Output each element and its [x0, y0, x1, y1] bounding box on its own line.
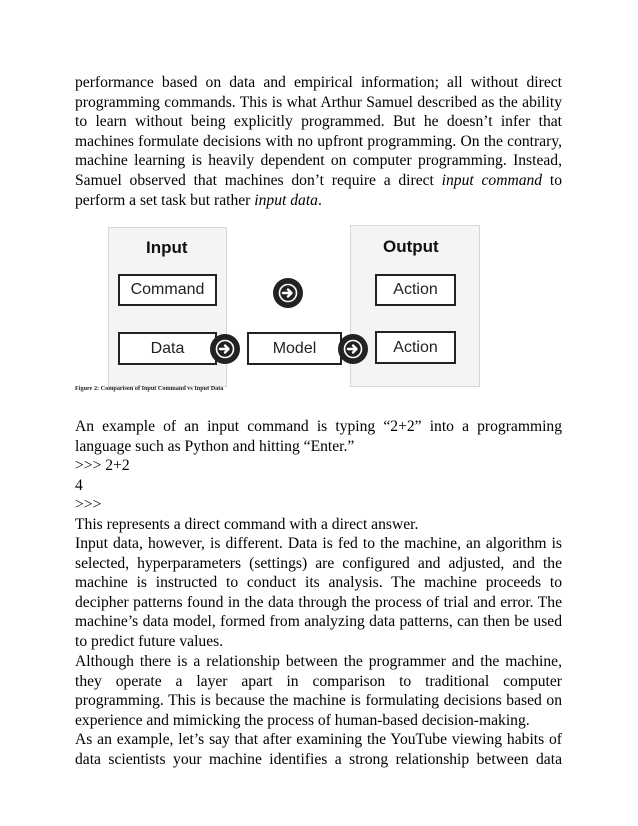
text-fragment: Samuel observed that machines don’t require a direct — [75, 171, 442, 189]
example2-paragraph — [75, 730, 562, 769]
example-paragraph — [75, 417, 562, 456]
text-line: machine learning is heavily dependent on computer programming. Instead, — [75, 152, 562, 170]
intro-paragraph — [75, 73, 562, 210]
text-line: language such as Python and hitting “Enter.” — [75, 437, 355, 455]
action-box-top: Action — [375, 274, 456, 306]
text-line: An example of an input command is typing “2+2” into a programming — [75, 418, 562, 435]
text-fragment: . — [317, 191, 322, 209]
text-line: to predict future values. — [75, 632, 224, 650]
text-line: machines formulate decisions with no upfront programming. On the contrary, — [75, 132, 562, 150]
data-box: Data — [118, 332, 217, 365]
code-line: >>> — [75, 496, 102, 513]
input-heading: Input — [146, 238, 188, 257]
text-line: experience and mimicking the process of human-based decision-making. — [75, 711, 530, 729]
relationship-paragraph — [75, 652, 562, 730]
figure-caption: Figure 2: Comparison of Input Command vs Input Data — [75, 385, 224, 392]
text-line: machine is instructed to conduct its analysis. The machine proceeds to — [75, 574, 562, 592]
arrow-right-icon — [210, 334, 240, 364]
text-line — [75, 171, 562, 191]
text-line: machine’s data model, formed from analyzing data patterns, can then be used — [75, 613, 562, 631]
code-line: >>> 2+2 — [75, 457, 130, 474]
direct-command-sentence: This represents a direct command with a direct answer. — [75, 516, 419, 533]
input-data-paragraph — [75, 534, 562, 652]
text-line — [75, 191, 562, 211]
text-line: programming commands. This is what Arthur Samuel described as the ability — [75, 93, 562, 111]
action-box-bottom: Action — [375, 331, 456, 364]
text-line: decipher patterns found in the data through the process of trial and error. The — [75, 593, 562, 611]
code-line: 4 — [75, 477, 83, 494]
arrow-right-icon — [273, 278, 303, 308]
text-line: performance based on data and empirical information; all without direct — [75, 74, 562, 91]
text-line: to learn without being explicitly programmed. But he doesn’t infer that — [75, 113, 562, 131]
text-fragment: to — [542, 171, 563, 189]
text-line: Input data, however, is different. Data is fed to the machine, an algorithm is — [75, 535, 562, 552]
text-line: programming. This is because the machine is formulating decisions based on — [75, 692, 562, 710]
text-line: data scientists your machine identifies a strong relationship between data — [75, 750, 562, 768]
text-line: Although there is a relationship between the programmer and the machine, — [75, 653, 562, 670]
text-line: they operate a layer apart in comparison to traditional computer — [75, 672, 562, 690]
command-box: Command — [118, 274, 217, 306]
arrow-right-icon — [338, 334, 368, 364]
text-line: As an example, let’s say that after examining the YouTube viewing habits of — [75, 731, 562, 748]
output-heading: Output — [383, 237, 439, 256]
text-fragment: perform a set task but rather — [75, 191, 255, 209]
text-line: selected, hyperparameters (settings) are configured and adjusted, and the — [75, 554, 562, 572]
emphasis-input-command: input command — [441, 171, 543, 189]
model-box: Model — [247, 332, 342, 365]
emphasis-input-data: input data — [254, 191, 318, 209]
input-output-diagram — [108, 225, 478, 387]
